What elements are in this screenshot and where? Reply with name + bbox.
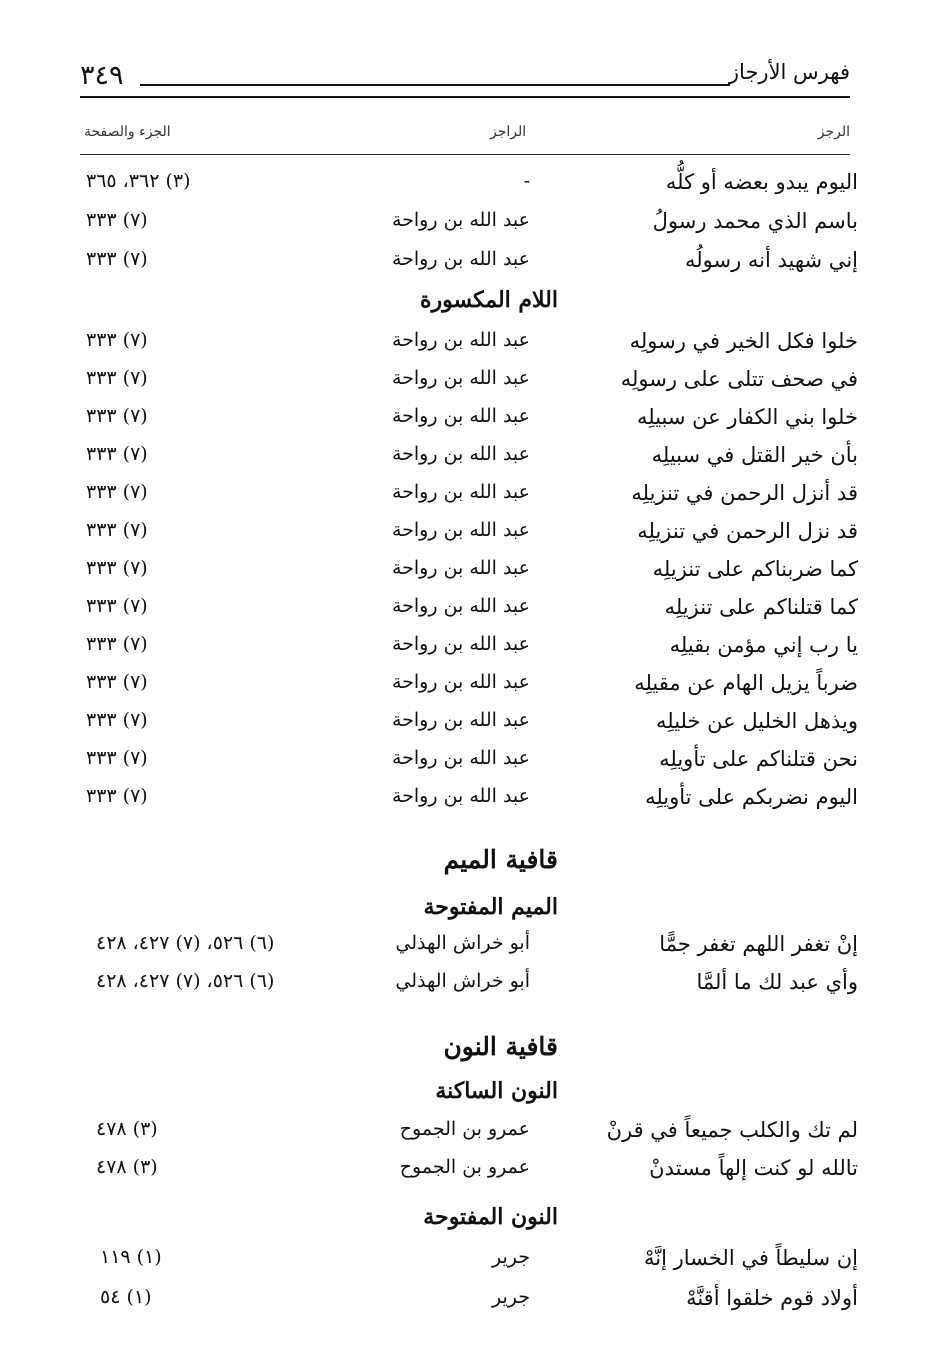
index-row bbox=[0, 633, 933, 671]
nun-maftuha-heading: النون المفتوحة bbox=[423, 1204, 558, 1230]
verse-text: أولاد قوم خلقوا أقنَّهْ bbox=[686, 1286, 858, 1310]
index-row bbox=[0, 932, 933, 970]
page-header bbox=[80, 56, 850, 96]
poet-name: عبد الله بن رواحة bbox=[391, 633, 530, 655]
mim-heading: الميم المفتوحة bbox=[423, 894, 558, 920]
index-row bbox=[0, 785, 933, 823]
index-row bbox=[0, 709, 933, 747]
index-row bbox=[0, 367, 933, 405]
volume-page-ref: (٧) ٣٣٣ bbox=[86, 405, 148, 427]
nun-section-title: قافية النون bbox=[443, 1032, 558, 1061]
index-row bbox=[0, 1246, 933, 1284]
page-number: ٣٤٩ bbox=[80, 60, 124, 91]
poet-name: عبد الله بن رواحة bbox=[391, 557, 530, 579]
poet-name: عبد الله بن رواحة bbox=[391, 709, 530, 731]
volume-page-ref: (٦) ٥٢٦، (٧) ٤٢٧، ٤٢٨ bbox=[96, 932, 275, 954]
poet-name: عبد الله بن رواحة bbox=[391, 329, 530, 351]
verse-text: ويذهل الخليل عن خليلِه bbox=[656, 709, 858, 733]
index-row bbox=[0, 209, 933, 247]
column-labels-rule bbox=[80, 154, 850, 155]
verse-text: وأي عبد لك ما ألمَّا bbox=[696, 970, 858, 994]
poet-name: عبد الله بن رواحة bbox=[391, 519, 530, 541]
verse-text: باسم الذي محمد رسولُ bbox=[652, 209, 858, 233]
poet-name: عبد الله بن رواحة bbox=[391, 443, 530, 465]
header-rule bbox=[140, 84, 730, 86]
verse-text: لم تك والكلب جميعاً في قرنْ bbox=[606, 1118, 858, 1142]
column-label-poet: الراجز bbox=[490, 124, 527, 140]
index-row bbox=[0, 671, 933, 709]
poet-name: عمرو بن الجموح bbox=[399, 1156, 530, 1178]
index-row bbox=[0, 1118, 933, 1156]
verse-text: إني شهيد أنه رسولُه bbox=[684, 248, 858, 272]
volume-page-ref: (٧) ٣٣٣ bbox=[86, 747, 148, 769]
volume-page-ref: (٧) ٣٣٣ bbox=[86, 633, 148, 655]
verse-text: خلوا بني الكفار عن سبيلِه bbox=[637, 405, 858, 429]
volume-page-ref: (٧) ٣٣٣ bbox=[86, 785, 148, 807]
verse-text: خلوا فكل الخير في رسولِه bbox=[629, 329, 858, 353]
header-divider bbox=[80, 96, 850, 98]
volume-page-ref: (٧) ٣٣٣ bbox=[86, 209, 148, 231]
index-row bbox=[0, 170, 933, 208]
lam-heading: اللام المكسورة bbox=[419, 287, 558, 313]
volume-page-ref: (٧) ٣٣٣ bbox=[86, 481, 148, 503]
volume-page-ref: (١) ١١٩ bbox=[100, 1246, 162, 1268]
volume-page-ref: (٧) ٣٣٣ bbox=[86, 671, 148, 693]
volume-page-ref: (١) ٥٤ bbox=[100, 1286, 152, 1308]
poet-name: أبو خراش الهذلي bbox=[395, 970, 530, 992]
verse-text: قد أنزل الرحمن في تنزيلِه bbox=[631, 481, 858, 505]
index-row bbox=[0, 970, 933, 1008]
poet-name: عبد الله بن رواحة bbox=[391, 209, 530, 231]
nun-sakina-heading: النون الساكنة bbox=[435, 1078, 558, 1104]
index-row bbox=[0, 443, 933, 481]
index-row bbox=[0, 519, 933, 557]
poet-name: جرير bbox=[492, 1246, 530, 1268]
poet-name: عبد الله بن رواحة bbox=[391, 671, 530, 693]
poet-name: عبد الله بن رواحة bbox=[391, 405, 530, 427]
poet-name: عبد الله بن رواحة bbox=[391, 248, 530, 270]
index-row bbox=[0, 329, 933, 367]
index-row bbox=[0, 248, 933, 286]
volume-page-ref: (٧) ٣٣٣ bbox=[86, 329, 148, 351]
verse-text: إنْ تغفر اللهم تغفر جمًّا bbox=[659, 932, 858, 956]
volume-page-ref: (٣) ٤٧٨ bbox=[96, 1156, 158, 1178]
poet-name: عبد الله بن رواحة bbox=[391, 367, 530, 389]
volume-page-ref: (٧) ٣٣٣ bbox=[86, 443, 148, 465]
poet-name: عبد الله بن رواحة bbox=[391, 595, 530, 617]
verse-text: بأن خير القتل في سبيلِه bbox=[651, 443, 858, 467]
verse-text: كما ضربناكم على تنزيلِه bbox=[652, 557, 858, 581]
verse-text: في صحف تتلى على رسولِه bbox=[620, 367, 858, 391]
poet-name: عبد الله بن رواحة bbox=[391, 747, 530, 769]
verse-text: اليوم يبدو بعضه أو كلُّه bbox=[665, 170, 858, 194]
header-title: فهرس الأرجاز bbox=[728, 60, 850, 84]
poet-name: - bbox=[523, 170, 530, 192]
column-labels bbox=[80, 124, 850, 148]
column-label-verse: الرجز bbox=[817, 124, 850, 140]
index-row bbox=[0, 557, 933, 595]
volume-page-ref: (٣) ٤٧٨ bbox=[96, 1118, 158, 1140]
mim-section-title: قافية الميم bbox=[443, 845, 558, 874]
verse-text: نحن قتلناكم على تأويلِه bbox=[659, 747, 858, 771]
index-row bbox=[0, 1286, 933, 1324]
volume-page-ref: (٣) ٣٦٢، ٣٦٥ bbox=[86, 170, 191, 192]
index-row bbox=[0, 405, 933, 443]
verse-text: إن سليطاً في الخسار إنَّهْ bbox=[643, 1246, 858, 1270]
poet-name: أبو خراش الهذلي bbox=[395, 932, 530, 954]
poet-name: جرير bbox=[492, 1286, 530, 1308]
index-row bbox=[0, 1156, 933, 1194]
volume-page-ref: (٧) ٣٣٣ bbox=[86, 709, 148, 731]
index-row bbox=[0, 747, 933, 785]
volume-page-ref: (٧) ٣٣٣ bbox=[86, 595, 148, 617]
volume-page-ref: (٧) ٣٣٣ bbox=[86, 248, 148, 270]
verse-text: قد نزل الرحمن في تنزيلِه bbox=[637, 519, 858, 543]
volume-page-ref: (٦) ٥٢٦، (٧) ٤٢٧، ٤٢٨ bbox=[96, 970, 275, 992]
poet-name: عبد الله بن رواحة bbox=[391, 481, 530, 503]
verse-text: ضرباً يزيل الهام عن مقيلِه bbox=[634, 671, 858, 695]
column-label-ref: الجزء والصفحة bbox=[84, 124, 171, 140]
poet-name: عبد الله بن رواحة bbox=[391, 785, 530, 807]
verse-text: يا رب إني مؤمن بقيلِه bbox=[669, 633, 858, 657]
index-row bbox=[0, 595, 933, 633]
volume-page-ref: (٧) ٣٣٣ bbox=[86, 519, 148, 541]
index-row bbox=[0, 481, 933, 519]
verse-text: تالله لو كنت إلهاً مستدنْ bbox=[649, 1156, 858, 1180]
poet-name: عمرو بن الجموح bbox=[399, 1118, 530, 1140]
verse-text: كما قتلناكم على تنزيلِه bbox=[664, 595, 858, 619]
volume-page-ref: (٧) ٣٣٣ bbox=[86, 367, 148, 389]
volume-page-ref: (٧) ٣٣٣ bbox=[86, 557, 148, 579]
verse-text: اليوم نضربكم على تأويلِه bbox=[645, 785, 858, 809]
